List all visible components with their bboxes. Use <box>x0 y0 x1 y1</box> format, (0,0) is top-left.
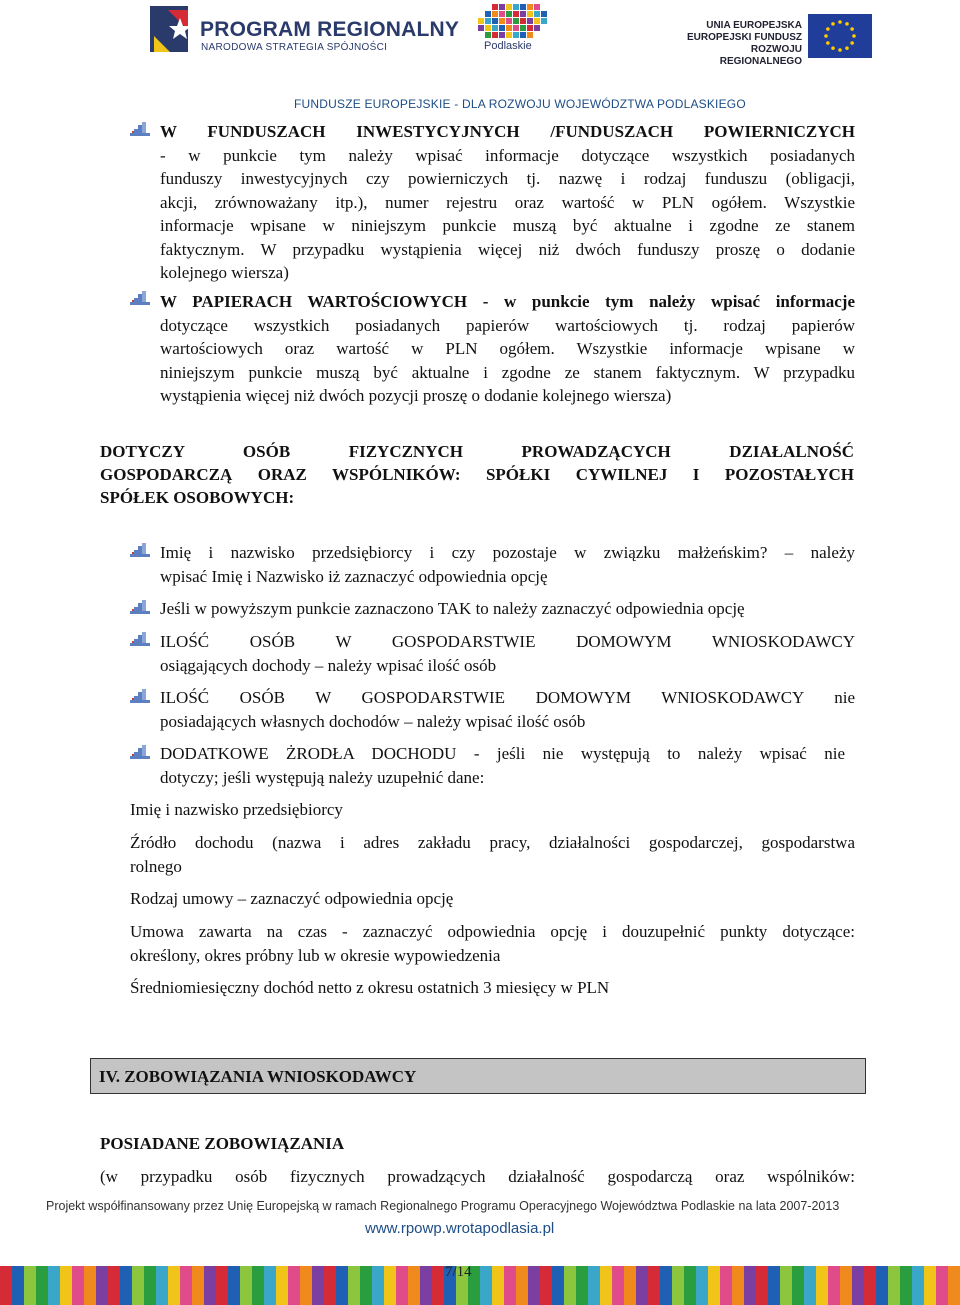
bullet-stairs-icon <box>130 688 150 704</box>
strip-segment <box>924 1266 936 1305</box>
mosaic-tile <box>492 4 498 10</box>
strip-segment <box>516 1266 528 1305</box>
mosaic-tile <box>499 32 505 38</box>
text-line: dotyczące wszystkich posiadanych papierów wartościowych tj. rodzaj papierów <box>160 315 855 335</box>
text-line: Średniomiesięczny dochód netto z okresu ostatnich 3 miesięcy w PLN <box>130 978 610 997</box>
eu-star <box>826 27 830 31</box>
mosaic-tile <box>534 11 540 17</box>
subheading: POSIADANE ZOBOWIĄZANIA <box>100 1134 345 1153</box>
strip-segment <box>552 1266 564 1305</box>
strip-segment <box>696 1266 708 1305</box>
text-line: Rodzaj umowy – zaznaczyć odpowiednia opcję <box>130 889 454 908</box>
eu-flag-icon <box>808 14 872 58</box>
program-regionalny-logo <box>150 6 196 60</box>
mosaic-tile <box>492 32 498 38</box>
program-title: PROGRAM REGIONALNY <box>200 18 460 41</box>
mosaic-tile <box>485 18 491 24</box>
strip-segment <box>792 1266 804 1305</box>
strip-segment <box>408 1266 420 1305</box>
text-line <box>160 290 855 314</box>
strip-segment <box>432 1266 444 1305</box>
text-line: dotyczy; jeśli występują należy uzupełnić dane: <box>160 767 485 787</box>
mosaic-tile <box>506 4 512 10</box>
mosaic-tile <box>527 18 533 24</box>
strip-segment <box>840 1266 852 1305</box>
strip-segment <box>312 1266 324 1305</box>
mosaic-tile <box>485 25 491 31</box>
page-number: 7/14 <box>445 1264 472 1280</box>
text-line: akcji, zrównoważany itp.), numer rejestru oraz wartość w PLN ogółem. Wszystkie <box>160 192 855 212</box>
text-line: posiadających własnych dochodów – należy wpisać ilość osób <box>160 711 586 731</box>
mosaic-tile <box>527 32 533 38</box>
strip-segment <box>660 1266 672 1305</box>
text-line: wystąpienia więcej niż dwóch pozycji proszę o dodanie kolejnego wiersza) <box>160 386 672 405</box>
strip-segment <box>204 1266 216 1305</box>
strip-segment <box>612 1266 624 1305</box>
mosaic-tile <box>485 11 491 17</box>
eu-star <box>845 22 849 26</box>
mosaic-tile <box>527 25 533 31</box>
bullet-stairs-icon <box>130 121 150 137</box>
text-line: (w przypadku osób fizycznych prowadzących działalność gospodarczą oraz wspólników: <box>100 1167 855 1186</box>
mosaic-tile <box>513 11 519 17</box>
strip-segment <box>624 1266 636 1305</box>
text-line: Imię i nazwisko przedsiębiorcy <box>130 800 343 819</box>
last-line <box>100 1165 855 1189</box>
strip-segment <box>0 1266 12 1305</box>
eu-star <box>826 41 830 45</box>
mosaic-tile <box>527 11 533 17</box>
bullet-text <box>160 541 855 588</box>
mosaic-tile <box>499 4 505 10</box>
eu-star <box>850 27 854 31</box>
bullet-text <box>160 290 855 408</box>
section-heading <box>100 440 854 509</box>
mosaic-tile <box>485 32 491 38</box>
strip-segment <box>168 1266 180 1305</box>
mosaic-tile <box>520 25 526 31</box>
text-line: Jeśli w powyższym punkcie zaznaczono TAK to należy zaznaczyć odpowiednia opcję <box>160 599 745 618</box>
mosaic-tile <box>499 18 505 24</box>
text-line: Umowa zawarta na czas - zaznaczyć odpowiednia opcję i douzupełnić punkty dotyczące: <box>130 922 855 941</box>
eu-line-3: ROZWOJU REGIONALNEGO <box>719 44 802 67</box>
strip-segment <box>276 1266 288 1305</box>
strip-segment <box>216 1266 228 1305</box>
bullet-stairs-icon <box>130 744 150 760</box>
mosaic-tile <box>513 18 519 24</box>
mosaic-tile <box>541 11 547 17</box>
text-line: DODATKOWE ŻRODŁA DOCHODU - jeśli nie występują to należy wpisać nie <box>160 744 845 763</box>
strip-segment <box>108 1266 120 1305</box>
footer-cofinancing-text: Projekt współfinansowany przez Unię Europejską w ramach Regionalnego Programu Operacyjnego Województwa Podlaskie na lata 2007-2013 <box>46 1199 840 1213</box>
strip-segment <box>192 1266 204 1305</box>
footer-url: www.rpowp.wrotapodlasia.pl <box>365 1220 555 1237</box>
strip-segment <box>24 1266 36 1305</box>
strip-segment <box>672 1266 684 1305</box>
strip-segment <box>576 1266 588 1305</box>
paragraph <box>130 831 855 878</box>
strip-segment <box>708 1266 720 1305</box>
strip-segment <box>912 1266 924 1305</box>
strip-segment <box>948 1266 960 1305</box>
eu-star <box>852 34 856 38</box>
heading-line: SPÓŁEK OSOBOWYCH: <box>100 488 295 507</box>
strip-segment <box>156 1266 168 1305</box>
text-line: Imię i nazwisko przedsiębiorcy i czy pozostaje w związku małżeńskim? – należy <box>160 543 855 562</box>
strip-segment <box>360 1266 372 1305</box>
mosaic-tile <box>520 18 526 24</box>
strip-segment <box>72 1266 84 1305</box>
strip-segment <box>180 1266 192 1305</box>
text-line: faktycznym. W przypadku wystąpienia więcej niż dwóch funduszy proszę o dodanie <box>160 239 855 259</box>
strip-segment <box>864 1266 876 1305</box>
mosaic-tile <box>478 25 484 31</box>
strip-segment <box>252 1266 264 1305</box>
mosaic-tile <box>534 25 540 31</box>
strip-segment <box>240 1266 252 1305</box>
strip-segment <box>828 1266 840 1305</box>
strip-segment <box>528 1266 540 1305</box>
text-line: ILOŚĆ OSÓB W GOSPODARSTWIE DOMOWYM WNIOSKODAWCY nie <box>160 688 855 707</box>
strip-segment <box>780 1266 792 1305</box>
eu-star <box>838 48 842 52</box>
eu-star <box>838 20 842 24</box>
strip-segment <box>324 1266 336 1305</box>
header-tagline: FUNDUSZE EUROPEJSKIE - DLA ROZWOJU WOJEWÓDZTWA PODLASKIEGO <box>294 97 746 111</box>
strip-segment <box>888 1266 900 1305</box>
strip-segment <box>288 1266 300 1305</box>
strip-segment <box>564 1266 576 1305</box>
paragraph <box>130 920 855 967</box>
strip-segment <box>372 1266 384 1305</box>
strip-segment <box>504 1266 516 1305</box>
strip-segment <box>420 1266 432 1305</box>
text-line: określony, okres próbny lub w okresie wypowiedzenia <box>130 945 501 965</box>
bold-lead: W PAPIERACH WARTOŚCIOWYCH - w punkcie tym należy wpisać informacje <box>160 292 855 311</box>
strip-segment <box>588 1266 600 1305</box>
program-subtitle: NARODOWA STRATEGIA SPÓJNOŚCI <box>201 42 388 53</box>
eu-line-2: EUROPEJSKI FUNDUSZ <box>686 32 802 43</box>
mosaic-tile <box>492 11 498 17</box>
text-line: funduszy inwestycyjnych czy powierniczych tj. nazwę i rodzaj funduszu (obligacji, <box>160 169 855 188</box>
bullet-stairs-icon <box>130 599 150 615</box>
region-logo-label: Podlaskie <box>484 40 532 52</box>
bullet-stairs-icon <box>130 290 150 306</box>
mosaic-tile <box>513 4 519 10</box>
mosaic-tile <box>534 4 540 10</box>
mosaic-tile <box>541 18 547 24</box>
bullet-stairs-icon <box>130 542 150 558</box>
mosaic-tile <box>506 11 512 17</box>
strip-segment <box>756 1266 768 1305</box>
bullet-text <box>160 120 855 285</box>
bullet-text <box>160 686 855 733</box>
strip-segment <box>132 1266 144 1305</box>
mosaic-tile <box>534 18 540 24</box>
text-line: - w punkcie tym należy wpisać informacje dotyczące wszystkich posiadanych <box>160 145 855 165</box>
heading-line: GOSPODARCZĄ ORAZ WSPÓLNIKÓW: SPÓŁKI CYWILNEJ I POZOSTAŁYCH <box>100 465 854 484</box>
eu-star <box>831 22 835 26</box>
strip-segment <box>852 1266 864 1305</box>
strip-segment <box>480 1266 492 1305</box>
text-line: osiągających dochody – należy wpisać ilość osób <box>160 655 497 675</box>
section-bar <box>90 1058 866 1094</box>
strip-segment <box>744 1266 756 1305</box>
eu-star <box>850 41 854 45</box>
mosaic-tile <box>506 32 512 38</box>
text-line: rolnego <box>130 856 182 876</box>
strip-segment <box>768 1266 780 1305</box>
strip-segment <box>492 1266 504 1305</box>
paragraph <box>130 887 855 911</box>
mosaic-tile <box>513 32 519 38</box>
mosaic-tile <box>492 25 498 31</box>
strip-segment <box>732 1266 744 1305</box>
strip-segment <box>804 1266 816 1305</box>
strip-segment <box>684 1266 696 1305</box>
strip-segment <box>648 1266 660 1305</box>
bullet-stairs-icon <box>130 631 150 647</box>
strip-segment <box>900 1266 912 1305</box>
mosaic-tile <box>513 25 519 31</box>
bullet-text <box>160 630 855 677</box>
text-line: informacje wpisane w niniejszym punkcie muszą być aktualne i zgodne ze stanem <box>160 216 855 235</box>
text-line: wpisać Imię i Nazwisko iż zaznaczyć odpowiednia opcję <box>160 566 548 586</box>
mosaic-tile <box>492 18 498 24</box>
heading-line: DOTYCZY OSÓB FIZYCZNYCH PROWADZĄCYCH DZIAŁALNOŚĆ <box>100 442 854 461</box>
strip-segment <box>96 1266 108 1305</box>
paragraph <box>130 798 855 822</box>
strip-segment <box>60 1266 72 1305</box>
strip-segment <box>600 1266 612 1305</box>
strip-segment <box>720 1266 732 1305</box>
strip-segment <box>396 1266 408 1305</box>
bullet-text <box>160 597 855 621</box>
bullet-text <box>160 742 845 789</box>
strip-segment <box>84 1266 96 1305</box>
strip-segment <box>876 1266 888 1305</box>
strip-segment <box>636 1266 648 1305</box>
eu-line-1: UNIA EUROPEJSKA <box>706 20 802 31</box>
strip-segment <box>228 1266 240 1305</box>
mosaic-tile <box>520 11 526 17</box>
strip-segment <box>348 1266 360 1305</box>
text-line: ILOŚĆ OSÓB W GOSPODARSTWIE DOMOWYM WNIOSKODAWCY <box>160 632 855 651</box>
mosaic-tile <box>499 25 505 31</box>
strip-segment <box>540 1266 552 1305</box>
section-bar-title: IV. ZOBOWIĄZANIA WNIOSKODAWCY <box>99 1067 417 1086</box>
text-line: kolejnego wiersza) <box>160 263 289 282</box>
eu-label <box>680 20 802 68</box>
mosaic-tile <box>499 11 505 17</box>
strip-segment <box>120 1266 132 1305</box>
strip-segment <box>264 1266 276 1305</box>
strip-segment <box>36 1266 48 1305</box>
strip-segment <box>336 1266 348 1305</box>
mosaic-tile <box>520 4 526 10</box>
eu-star <box>831 46 835 50</box>
strip-segment <box>12 1266 24 1305</box>
mosaic-tile <box>506 25 512 31</box>
strip-segment <box>384 1266 396 1305</box>
mosaic-tile <box>527 4 533 10</box>
eu-star <box>845 46 849 50</box>
paragraph <box>130 976 855 1000</box>
strip-segment <box>300 1266 312 1305</box>
mosaic-tile <box>520 32 526 38</box>
text-line: wartościowych oraz wartość w PLN ogółem. Wszystkie informacje wpisane w <box>160 339 855 358</box>
mosaic-tile <box>506 18 512 24</box>
strip-segment <box>48 1266 60 1305</box>
text-line: W FUNDUSZACH INWESTYCYJNYCH /FUNDUSZACH POWIERNICZYCH <box>160 122 855 141</box>
strip-segment <box>144 1266 156 1305</box>
strip-segment <box>936 1266 948 1305</box>
eu-star <box>824 34 828 38</box>
mosaic-tile <box>478 18 484 24</box>
text-line: Źródło dochodu (nazwa i adres zakładu pracy, działalności gospodarczej, gospodarstwa <box>130 833 855 852</box>
text-line: niniejszym punkcie muszą być aktualne i zgodne ze stanem faktycznym. W przypadku <box>160 362 855 382</box>
color-strip <box>0 1266 960 1305</box>
strip-segment <box>816 1266 828 1305</box>
